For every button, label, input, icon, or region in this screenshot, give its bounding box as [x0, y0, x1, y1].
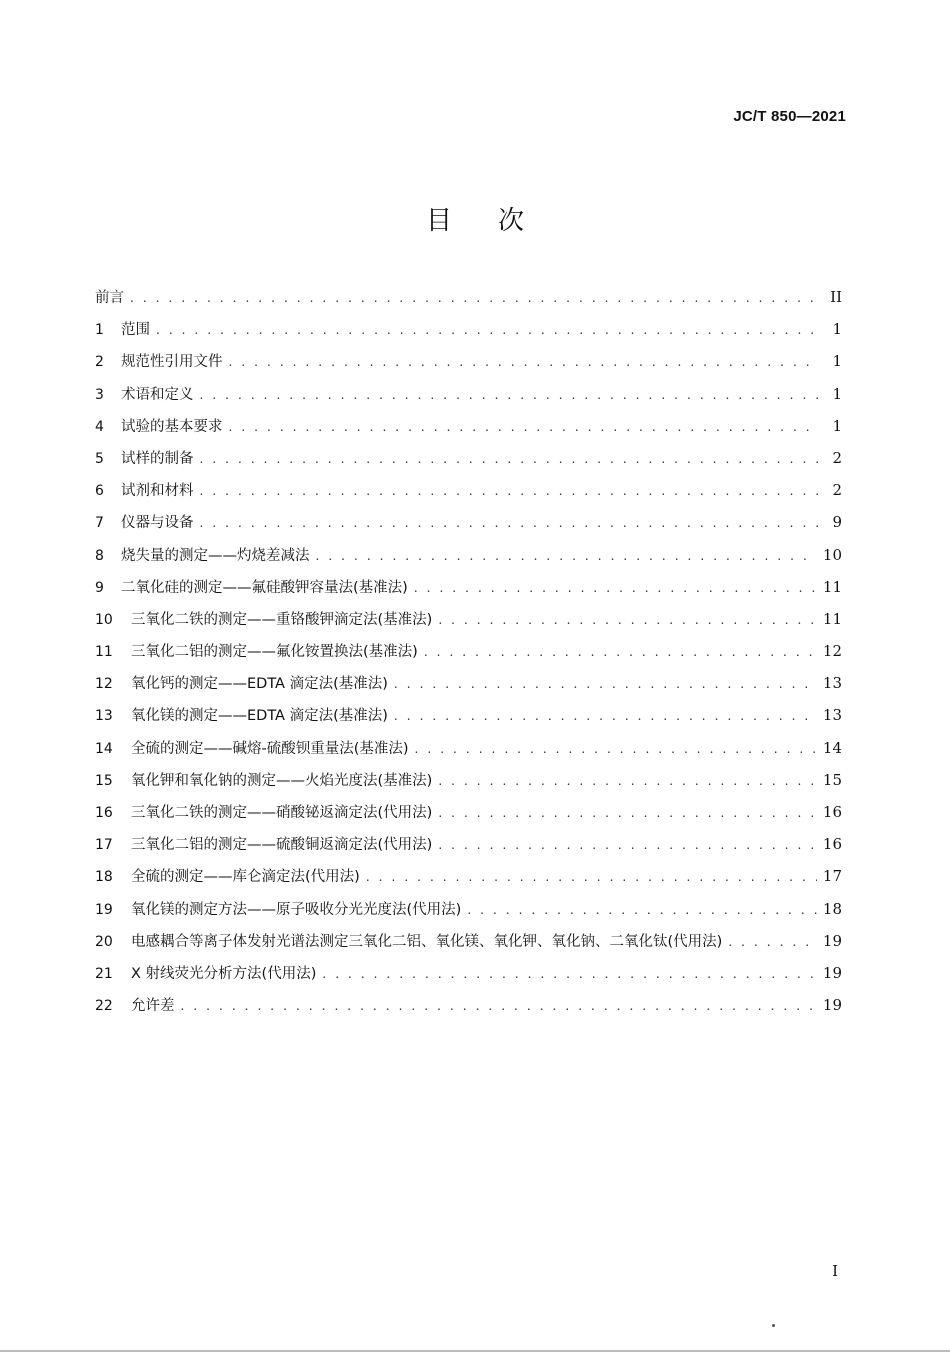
- toc-entry-page: 19: [822, 996, 842, 1015]
- toc-entry-page: 18: [822, 899, 842, 918]
- toc-entry-title: 氧化镁的测定方法——原子吸收分光光度法(代用法): [131, 901, 462, 918]
- toc-entry[interactable]: [95, 732, 842, 764]
- toc-entry-number: 5: [95, 450, 104, 467]
- toc-entry[interactable]: [95, 345, 842, 377]
- toc-entry-page: 19: [822, 931, 842, 950]
- toc-entry-number: 19: [95, 901, 113, 918]
- toc-entry-title: 电感耦合等离子体发射光谱法测定三氧化二铝、氧化镁、氧化钾、氧化钠、二氧化钛(代用法): [131, 933, 723, 950]
- toc-entry-number: 3: [95, 386, 104, 403]
- toc-dot-leader: [200, 443, 819, 475]
- toc-entry-title: 全硫的测定——库仑滴定法(代用法): [131, 869, 360, 886]
- toc-entry-title: 三氧化二铁的测定——硝酸铋返滴定法(代用法): [131, 805, 433, 821]
- toc-entry[interactable]: [95, 281, 842, 313]
- standard-code: JC/T 850—2021: [733, 108, 846, 125]
- toc-entry-title: 规范性引用文件: [121, 354, 223, 371]
- toc-entry-title: 氧化镁的测定——EDTA 滴定法(基准法): [131, 708, 388, 725]
- scan-edge: [0, 1350, 950, 1352]
- toc-entry[interactable]: [95, 828, 842, 860]
- toc-entry-page: 1: [832, 384, 842, 403]
- toc-dot-leader: [414, 572, 817, 604]
- toc-entry[interactable]: [95, 699, 842, 731]
- toc-entry-number: 9: [95, 579, 104, 596]
- toc-dot-leader: [316, 540, 817, 572]
- toc-entry-page: 1: [832, 352, 842, 371]
- toc-entry[interactable]: [95, 796, 842, 828]
- toc-entry[interactable]: [95, 860, 842, 892]
- toc-entry-number: 7: [95, 515, 104, 532]
- toc-entry-number: 13: [95, 708, 113, 725]
- toc-entry-page: 16: [822, 835, 842, 854]
- toc-entry-page: 1: [832, 320, 842, 339]
- toc-entry-title: 术语和定义: [121, 386, 194, 403]
- toc-entry-number: 6: [95, 483, 104, 500]
- toc-entry-number: 18: [95, 869, 113, 886]
- toc-entry-number: 16: [95, 805, 113, 821]
- toc-entry-page: 1: [832, 416, 842, 435]
- toc-dot-leader: [438, 604, 817, 636]
- toc-entry-title: 烧失量的测定——灼烧差减法: [121, 547, 310, 564]
- toc-dot-leader: [424, 636, 817, 668]
- toc-entry[interactable]: [95, 442, 842, 474]
- toc-entry-number: 22: [95, 998, 113, 1015]
- toc-entry-page: 11: [822, 577, 842, 596]
- toc-entry-page: 14: [822, 738, 842, 757]
- table-of-contents: [95, 281, 842, 1021]
- toc-entry[interactable]: [95, 957, 842, 989]
- toc-entry-number: 20: [95, 933, 113, 950]
- toc-entry-page: 16: [822, 803, 842, 821]
- toc-entry-page: 15: [822, 770, 842, 789]
- toc-dot-leader: [322, 958, 817, 990]
- toc-entry[interactable]: [95, 313, 842, 345]
- toc-entry-title: 仪器与设备: [121, 515, 194, 532]
- toc-dot-leader: [229, 346, 819, 378]
- scan-speck: [772, 1324, 775, 1327]
- toc-entry-number: 10: [95, 611, 113, 628]
- toc-entry-title: 三氧化二铝的测定——氟化铵置换法(基准法): [131, 644, 418, 661]
- toc-entry-title: 范围: [121, 322, 150, 339]
- toc-entry[interactable]: [95, 925, 842, 957]
- toc-entry[interactable]: [95, 764, 842, 796]
- toc-entry-title: X 射线荧光分析方法(代用法): [131, 965, 317, 982]
- toc-entry[interactable]: [95, 506, 842, 538]
- toc-entry[interactable]: [95, 667, 842, 699]
- toc-entry-title: 前言: [95, 290, 124, 306]
- toc-entry-page: 10: [822, 545, 842, 564]
- toc-dot-leader: [200, 379, 819, 411]
- toc-entry-number: 15: [95, 772, 113, 789]
- toc-entry-page: 2: [832, 481, 842, 500]
- toc-entry-number: 14: [95, 740, 113, 757]
- toc-entry-page: 13: [822, 706, 842, 725]
- toc-entry-number: 1: [95, 322, 104, 339]
- toc-entry-number: 2: [95, 354, 104, 371]
- toc-dot-leader: [728, 926, 817, 958]
- toc-dot-leader: [156, 314, 818, 346]
- toc-entry-number: 11: [95, 644, 113, 661]
- page-number: I: [832, 1262, 838, 1280]
- toc-entry[interactable]: [95, 571, 842, 603]
- toc-dot-leader: [467, 894, 817, 926]
- toc-entry-number: 12: [95, 676, 113, 693]
- page-title: 目次: [425, 206, 570, 236]
- toc-entry-number: 4: [95, 418, 104, 435]
- toc-entry-title: 试样的制备: [121, 450, 194, 467]
- toc-entry-title: 二氧化硅的测定——氟硅酸钾容量法(基准法): [121, 579, 408, 596]
- toc-entry-page: 9: [832, 513, 842, 532]
- toc-entry-page: 19: [822, 963, 842, 982]
- toc-entry-page: 12: [822, 642, 842, 661]
- toc-entry[interactable]: [95, 603, 842, 635]
- toc-dot-leader: [366, 861, 817, 893]
- toc-entry[interactable]: [95, 474, 842, 506]
- toc-entry-title: 三氧化二铝的测定——硫酸铜返滴定法(代用法): [131, 837, 433, 854]
- toc-entry[interactable]: [95, 378, 842, 410]
- toc-entry-page: 2: [832, 448, 842, 467]
- toc-entry[interactable]: [95, 635, 842, 667]
- toc-dot-leader: [181, 990, 817, 1022]
- toc-dot-leader: [438, 829, 817, 861]
- toc-entry-number: 21: [95, 965, 113, 982]
- toc-entry-page: 17: [822, 867, 842, 886]
- toc-entry-title: 试剂和材料: [121, 483, 194, 500]
- toc-entry-page: II: [830, 288, 842, 306]
- toc-dot-leader: [200, 507, 819, 539]
- toc-entry[interactable]: [95, 539, 842, 571]
- toc-dot-leader: [438, 765, 817, 797]
- toc-dot-leader: [130, 282, 818, 314]
- toc-entry-number: 8: [95, 547, 104, 564]
- toc-entry-title: 允许差: [131, 998, 175, 1015]
- toc-entry[interactable]: [95, 410, 842, 442]
- toc-dot-leader: [415, 733, 817, 765]
- toc-entry-title: 氧化钾和氧化钠的测定——火焰光度法(基准法): [131, 772, 433, 789]
- toc-entry-title: 试验的基本要求: [121, 418, 223, 435]
- toc-entry-number: 17: [95, 837, 113, 854]
- toc-dot-leader: [229, 411, 819, 443]
- toc-dot-leader: [394, 700, 817, 732]
- toc-entry-page: 13: [822, 674, 842, 693]
- toc-entry-title: 氧化钙的测定——EDTA 滴定法(基准法): [131, 676, 388, 693]
- toc-entry[interactable]: [95, 893, 842, 925]
- toc-entry-title: 全硫的测定——碱熔-硫酸钡重量法(基准法): [131, 740, 409, 757]
- toc-entry-title: 三氧化二铁的测定——重铬酸钾滴定法(基准法): [131, 611, 433, 628]
- toc-entry[interactable]: [95, 989, 842, 1021]
- toc-dot-leader: [438, 797, 817, 829]
- toc-dot-leader: [200, 475, 819, 507]
- toc-dot-leader: [394, 668, 817, 700]
- toc-entry-page: 11: [822, 609, 842, 628]
